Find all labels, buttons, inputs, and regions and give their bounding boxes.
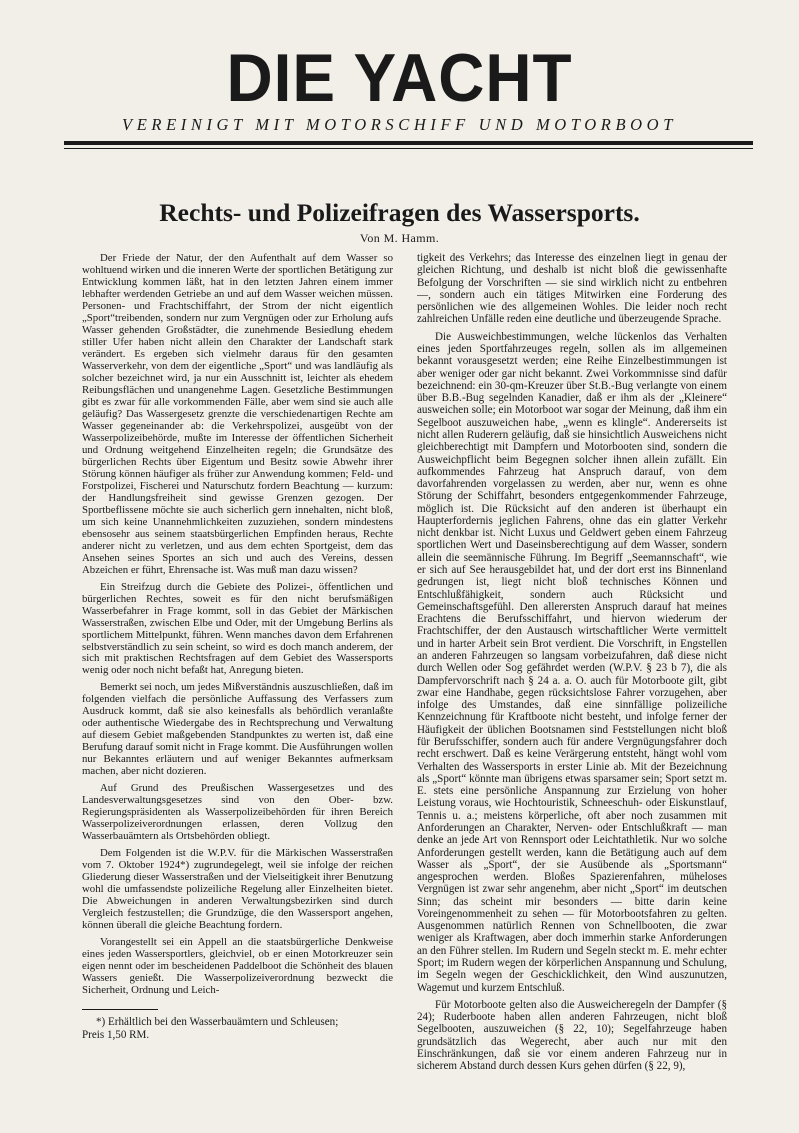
- paragraph: Für Motorboote gelten also die Ausweicheregeln der Dampfer (§ 24); Ruderboote haben allen anderen Fahrzeugen, nicht bloß Segelbooten, auszuweichen (§ 22, 10); Segelfahrzeuge haben grundsätzlich das Wegerecht, aber auch nur mit den Einschränkungen, daß sie vor einem anderen Fahrzeug nur in sicherem Abstand durch dessen Kurs gehen dürfen (§ 22, 9),: [417, 998, 727, 1073]
- paragraph: Bemerkt sei noch, um jedes Mißverständnis auszuschließen, daß im folgenden vielfach die persönliche Auffassung des Verfassers zum Ausdruck kommt, daß sie also keinesfalls als behördlich veranlaßte oder authentische Wiedergabe des in Rechtsprechung und Verwaltung auf diesem Gebiet maßgebenden Standpunktes zu werten ist, daß eine Berufung darauf somit nicht in Frage kommt. Die Ausführungen wollen nur Bekanntes erläutern und auf weniger Bekanntes aufmerksam machen, aber nicht dozieren.: [82, 681, 393, 778]
- article-title: Rechts- und Polizeifragen des Wassersports.: [159, 198, 640, 227]
- masthead-title: DIE YACHT: [226, 40, 573, 116]
- paragraph: Auf Grund des Preußischen Wassergesetzes und des Landesverwaltungsgesetzes sind von den Ober- bzw. Regierungspräsidenten als Wasserpolizeibehörden für ihren Bereich Wasserpolizeiverordnungen erlassen, deren Vollzug den Wasserbauämtern als Ortsbehörden obliegt.: [82, 782, 393, 843]
- paragraph: Der Friede der Natur, der den Aufenthalt auf dem Wasser so wohltuend wirken und die inneren Werte der sportlichen Betätigung zur Entwicklung kommen läßt, hat in den letzten Jahren einem immer lebhafter werdenden Getriebe an und auf dem Wasser weichen müssen. Personen- und Frachtschiffahrt, der Strom der nicht eigentlich „Sport“treibenden, sondern nur zum Vergnügen oder zur Erholung aufs Wasser gehenden Großstädter, die zunehmende Besiedlung ehedem stiller Ufer haben nicht allein den Charakter der Landschaft stark verändert. Es ergeben sich vielmehr daraus für den gesamten Wasserverkehr, von dem der eigentliche „Sport“ und was landläufig als solcher bezeichnet wird, ja nur ein Ausschnitt ist, leichter als ehedem Reibungsflächen und unangenehme Lagen. Gesetzliche Bestimmungen gibt es zwar für alle vorkommenden Fälle, aber wem sind sie auch alle geläufig? Das Wassergesetz grenzte die verschiedenartigen Rechte am Wasser gegeneinander ab: die Verkehrspolizei, ausgeübt von der Wasserpolizeibehörde, mußte im Interesse der öffentlichen Sicherheit und Ordnung weitgehend Einzelheiten regeln; die Grundsätze des bürgerlichen Rechts über Eigentum und Besitz sowie Abwehr ihrer Störung können häufiger als früher zur Anwendung kommen; Feld- und Forstpolizei, Fischerei und Naturschutz fordern Beachtung — kurzum: der Handlungsfreiheit sind gewisse Grenzen gezogen. Der Sportbeflissene möchte sie auch sicherlich gern innehalten, nicht bloß, um sich keine Unannehmlichkeiten zuzuziehen, sondern mindestens ebensosehr aus seinem staatsbürgerlichen Empfinden heraus, Rechte anderer nicht zu verletzen, und aus dem echten Sportgeist, dem das Ansehen seines Sportes an sich und auch des Vereins, dessen Abzeichen er führt, Ehrensache ist. Was muß man dazu wissen?: [82, 252, 393, 576]
- left-column: [82, 252, 393, 1004]
- footnote: [82, 1016, 393, 1042]
- masthead-rule-thick: [64, 141, 753, 145]
- right-column: [417, 252, 727, 1088]
- paragraph: Die Ausweichbestimmungen, welche lückenlos das Verhalten eines jeden Sportfahrzeuges regeln, sollen als im allgemeinen bekannt vorausgesetzt werden; eine Reihe Einzelbestimmungen ist aber weniger oder gar nicht bekannt. Zwei Vorkommnisse sind dafür bezeichnend: ein 30-qm-Kreuzer über St.B.-Bug verlangte von einem über B.B.-Bug segelnden Kanadier, daß er ihm als der „Kleinere“ ausweichen solle; ein Motorboot war sogar der Meinung, daß ihm ein Segelboot auszuweichen habe, „wenn es klingle“. Andererseits ist nicht allen Ruderern geläufig, daß sie hinsichtlich Ausweichens nicht gleichberechtigt mit Dampfern und Motorbooten sind, sondern die Ausweichpflicht beim Begegnen solcher ihnen allein zufällt. Ein aufkommendes Fahrzeug hat Anspruch darauf, von dem davorfahrenden vorgelassen zu werden, aber nur, wenn es ohne Störung der Schiffahrt, besonders entgegenkommender Fahrzeuge, möglich ist. Die Rücksicht auf den anderen ist überhaupt ein Haupterfordernis jeglichen Fahrens, ohne das ein glatter Verkehr nicht denkbar ist. Nicht Luxus und Geldwert geben einem Fahrzeug sportlichen Wert und Daseinsberechtigung auf dem Wasser, sondern allein die seemännische Führung. Im Begriff „Seemannschaft“, wie er sich auf See herausgebildet hat, und der dort erst ins Binnenland gedrungen ist, liegt nicht bloß technisches Können und Entschlußfähigkeit, sondern auch Rücksicht und Gemeinschaftsgefühl. Den allerersten Anspruch darauf hat meines Erachtens die Berufsschiffahrt, und hiervon wiederum der Frachtschiffer, der den Austausch wirtschaftlicher Werte vermittelt und in harter Arbeit sein Brot verdient. Die Vorschrift, in Engstellen an anderen Fahrzeugen so langsam vorbeizufahren, daß diese nicht durch Wellen oder Sog gefährdet werden (W.P.V. § 23 b 7), die als Dampfervorschrift nach § 24 a. a. O. auch für Motorboote gilt, gibt zwar eine Handhabe, gegen rücksichtslose Fahrer vorzugehen, aber infolge des Umstandes, daß eine sinnfällige polizeiliche Kennzeichnung für Kraftboote nicht besteht, und infolge ferner der Häufigkeit der üblichen Bootsnamen sind Feststellungen nicht bloß für Berufsschiffer, sondern auch für andere Vergnügungsfahrer doch recht erschwert. Daß es keine Verärgerung entsteht, hängt wohl vom Verhalten des Wassersports in erster Linie ab. Mit der Bezeichnung als „Sport“ könnte man übrigens etwas sparsamer sein; Sport setzt m. E. stets eine persönliche Anspannung zur Erzielung von hoher Leistung voraus, wie Hochtouristik, Schneeschuh- oder Eiskunstlauf, Tennis u. a.; meistens körperliche, oft aber noch zusammen mit Anforderungen an Charakter, Nerven- oder Entschlußkraft — man denke an jede Art von Rennsport oder Leichtathletik. Nur wo solche Anforderungen gestellt werden, kann die Betätigung auch auf dem Wasser als „Sport“, der sie Ausübende als „Sportsmann“ angesprochen werden. Bloßes Spazierenfahren, müheloses Vergnügen ist zwar sehr angenehm, aber nicht „Sport“ im deutschen Sinn; das scheint mir besonders — bitte darin keine Voreingenommenheit zu sehen — für Motorbootsfahren zu gelten. Ausgenommen natürlich Rennen von Schnellbooten, die zwar weniger als Kraftwagen, aber doch immerhin starke Anforderungen an den Führer stellen. Im Rudern und Segeln steckt m. E. mehr echter Sport; im Rudern wegen der körperlichen Anspannung und Schulung, im Segeln wegen der Geschicklichkeit, den Wind auszunutzen, Wagemut und kurzem Entschluß.: [417, 330, 727, 994]
- paragraph: Ein Streifzug durch die Gebiete des Polizei-, öffentlichen und bürgerlichen Rechtes, soweit es für den nicht berufsmäßigen Wasserbefahrer in Frage kommt, soll in das Gebiet der Märkischen Wasserstraßen, zwischen Elbe und Oder, mit der Umgebung Berlins als sportlichem Mittelpunkt, führen. Wenn manches davon dem Erfahrenen selbstverständlich zu sein scheint, so wird es doch manch anderem, der sich mit praktischen Rechtsfragen auf dem Gebiet des Wassersports wenig oder noch nicht befaßt hat, Anregung bieten.: [82, 580, 393, 677]
- footnote-line: *) Erhältlich bei den Wasserbauämtern und Schleusen;: [96, 1016, 339, 1028]
- masthead-subtitle: VEREINIGT MIT MOTORSCHIFF UND MOTORBOOT: [122, 115, 677, 134]
- footnote-rule: [82, 1009, 158, 1010]
- footnote-line: Preis 1,50 RM.: [82, 1029, 150, 1041]
- article-byline: Von M. Hamm.: [359, 231, 440, 245]
- paragraph: Vorangestellt sei ein Appell an die staatsbürgerliche Denkweise eines jeden Wassersportlers, gleichviel, ob er einen Motorkreuzer sein eigen nennt oder im bescheidenen Paddelboot die Schönheit des blauen Wassers genießt. Die Wasserpolizeiverordnung bezweckt die Sicherheit, Ordnung und Leich-: [82, 936, 393, 997]
- paragraph: Dem Folgenden ist die W.P.V. für die Märkischen Wasserstraßen vom 7. Oktober 1924*) zugrundegelegt, weil sie infolge der reichen Gliederung dieser Wasserstraßen und der Vielseitigkeit ihrer Benutzung wohl die umfassendste polizeiliche Regelung aller Einzelheiten bietet. Die Abweichungen in anderen Verwaltungsbezirken sind durch Vergleich festzustellen; die Grundzüge, die den Wassersport angehen, können überall die gleiche Beachtung fordern.: [82, 847, 393, 932]
- paragraph: tigkeit des Verkehrs; das Interesse des einzelnen liegt in genau der gleichen Richtung, und deshalb ist nicht bloß die gewissenhafte Befolgung der Vorschriften — sie sind wirklich nicht zu entbehren —, sondern auch ein tätiges Mitwirken eine Forderung des persönlichen wie des allgemeinen Wohles. Die leider noch recht zahlreichen Unfälle reden eine deutliche und überzeugende Sprache.: [417, 252, 727, 326]
- masthead-rule-thin: [64, 148, 753, 149]
